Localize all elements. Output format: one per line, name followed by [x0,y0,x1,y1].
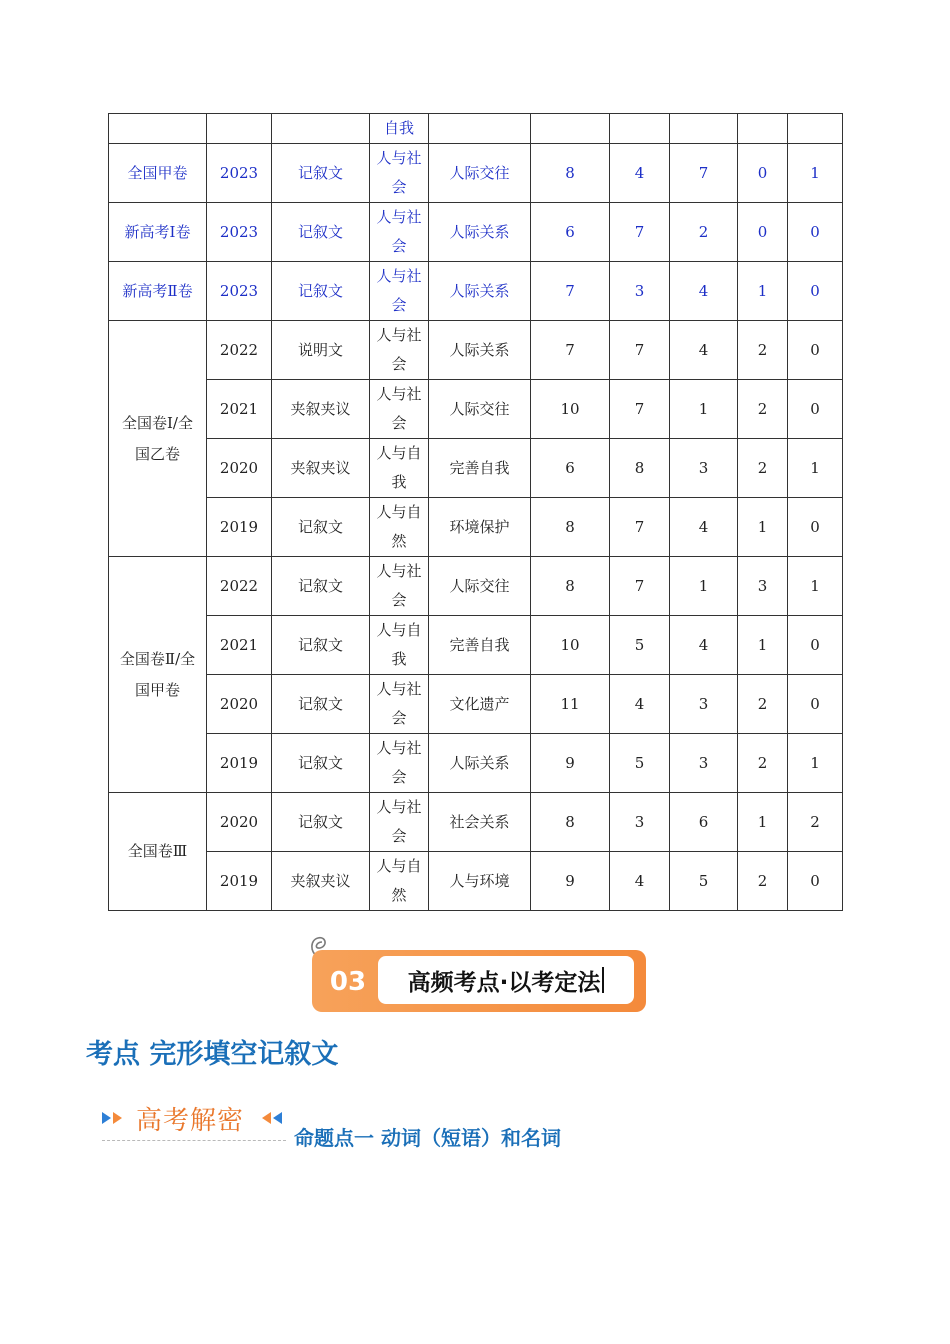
table-row [109,616,843,675]
cell-count: 8 [531,793,610,852]
cell-count: 4 [670,262,738,321]
cell-count: 0 [788,203,843,262]
double-arrow-left-icon [260,1110,286,1126]
cell-count: 2 [738,734,788,793]
table-row [109,734,843,793]
cell-count: 1 [788,439,843,498]
table-row-partial [109,114,843,144]
cell-genre: 夹叙夹议 [272,439,370,498]
cell-genre: 记叙文 [272,262,370,321]
cell-count: 5 [670,852,738,911]
cell-count: 2 [738,321,788,380]
double-arrow-right-icon [100,1110,126,1126]
cell-year: 2022 [207,321,272,380]
cell-count: 6 [531,439,610,498]
cell [272,114,370,144]
cell-count: 4 [610,852,670,911]
banner-number: 03 [329,967,367,997]
cell-count: 7 [610,203,670,262]
cell [610,114,670,144]
table-row [109,262,843,321]
cell-count: 7 [610,380,670,439]
cell-count: 11 [531,675,610,734]
cell-count: 0 [738,203,788,262]
table-row [109,557,843,616]
cell-genre: 记叙文 [272,203,370,262]
table-row [109,498,843,557]
table-row [109,675,843,734]
cell-count: 8 [531,557,610,616]
banner-frame [312,950,646,1012]
cell-year: 2020 [207,793,272,852]
banner-label: 高频考点·以考定法 [407,969,601,996]
cell-genre: 记叙文 [272,675,370,734]
cell-count: 0 [788,262,843,321]
cell-count: 2 [788,793,843,852]
cell-theme: 人与自我 [370,616,429,675]
cell-count: 3 [738,557,788,616]
secret-label: 高考解密 [136,1106,245,1136]
kaodian-title: 考点 完形填空记叙文 [86,1039,339,1070]
cell-genre: 说明文 [272,321,370,380]
cell-topic: 环境保护 [429,498,531,557]
secret-badge [100,1098,286,1144]
cell-count: 2 [670,203,738,262]
cell-count: 0 [788,616,843,675]
exam-analysis-table [108,113,843,911]
cell-count: 10 [531,380,610,439]
cell-theme: 人与社会 [370,557,429,616]
cell-count: 9 [531,852,610,911]
text-cursor [602,967,604,993]
cell-theme: 自我 [370,114,429,144]
cell-count: 0 [788,498,843,557]
cell-count: 0 [788,675,843,734]
cell-count: 3 [610,793,670,852]
cell-paper: 全国卷Ⅰ/全国乙卷 [109,321,207,557]
cell-genre: 记叙文 [272,734,370,793]
table-row [109,439,843,498]
cell-topic: 人际关系 [429,262,531,321]
cell-year: 2022 [207,557,272,616]
cell-count: 2 [738,439,788,498]
table-body [109,114,843,911]
cell-year: 2019 [207,498,272,557]
cell-year: 2023 [207,203,272,262]
cell [531,114,610,144]
cell-genre: 记叙文 [272,144,370,203]
cell-topic: 人际交往 [429,557,531,616]
cell-theme: 人与自我 [370,439,429,498]
cell-count: 7 [610,498,670,557]
cell-count: 2 [738,675,788,734]
cell-topic: 人际交往 [429,144,531,203]
cell-count: 7 [531,321,610,380]
cell-theme: 人与社会 [370,321,429,380]
cell-genre: 记叙文 [272,793,370,852]
cell [738,114,788,144]
cell-count: 5 [610,734,670,793]
cell-theme: 人与自然 [370,498,429,557]
table-row [109,852,843,911]
cell-count: 0 [788,852,843,911]
cell-genre: 夹叙夹议 [272,852,370,911]
mingti-title: 命题点一 动词（短语）和名词 [294,1126,561,1150]
cell-topic: 文化遗产 [429,675,531,734]
cell-year: 2020 [207,439,272,498]
cell-count: 7 [670,144,738,203]
cell-theme: 人与社会 [370,380,429,439]
cell-count: 5 [610,616,670,675]
table-row [109,380,843,439]
cell-topic: 社会关系 [429,793,531,852]
cell-topic: 完善自我 [429,616,531,675]
cell-topic: 人际关系 [429,734,531,793]
cell-count: 4 [610,144,670,203]
cell-topic: 人际关系 [429,203,531,262]
cell-topic: 人际关系 [429,321,531,380]
cell-count: 0 [788,380,843,439]
cell-year: 2023 [207,144,272,203]
cell-count: 6 [531,203,610,262]
cell-paper: 新高考Ⅰ卷 [109,203,207,262]
table-row [109,144,843,203]
cell-paper: 全国甲卷 [109,144,207,203]
cell-count: 1 [738,793,788,852]
cell [207,114,272,144]
banner-label-box [378,956,634,1004]
cell-genre: 记叙文 [272,498,370,557]
cell-count: 8 [610,439,670,498]
cell-topic: 完善自我 [429,439,531,498]
cell [429,114,531,144]
cell-paper: 全国卷Ⅱ/全国甲卷 [109,557,207,793]
cell-count: 1 [738,498,788,557]
cell-count: 1 [738,616,788,675]
cell-count: 2 [738,380,788,439]
table-row [109,793,843,852]
cell-count: 1 [788,734,843,793]
cell-genre: 记叙文 [272,616,370,675]
cell-count: 6 [670,793,738,852]
cell-theme: 人与社会 [370,793,429,852]
cell-count: 10 [531,616,610,675]
cell-count: 7 [610,557,670,616]
cell-theme: 人与社会 [370,144,429,203]
cell [788,114,843,144]
table-row [109,321,843,380]
cell-count: 2 [738,852,788,911]
cell-count: 7 [531,262,610,321]
cell-count: 4 [670,498,738,557]
cell [109,114,207,144]
cell-paper: 全国卷Ⅲ [109,793,207,911]
cell [670,114,738,144]
cell-count: 1 [670,557,738,616]
cell-genre: 夹叙夹议 [272,380,370,439]
cell-year: 2019 [207,852,272,911]
cell-topic: 人际交往 [429,380,531,439]
cell-topic: 人与环境 [429,852,531,911]
cell-count: 8 [531,144,610,203]
cell-year: 2019 [207,734,272,793]
cell-count: 1 [788,144,843,203]
cell-count: 3 [670,439,738,498]
cell-count: 0 [738,144,788,203]
cell-count: 3 [670,734,738,793]
cell-year: 2021 [207,380,272,439]
cell-genre: 记叙文 [272,557,370,616]
table-row [109,203,843,262]
dashed-underline [102,1140,286,1141]
cell-count: 3 [610,262,670,321]
cell-count: 1 [788,557,843,616]
cell-theme: 人与社会 [370,734,429,793]
cell-paper: 新高考Ⅱ卷 [109,262,207,321]
cell-count: 9 [531,734,610,793]
cell-year: 2023 [207,262,272,321]
cell-count: 0 [788,321,843,380]
cell-year: 2021 [207,616,272,675]
cell-count: 7 [610,321,670,380]
cell-count: 4 [610,675,670,734]
cell-count: 1 [670,380,738,439]
cell-theme: 人与社会 [370,203,429,262]
cell-count: 3 [670,675,738,734]
cell-year: 2020 [207,675,272,734]
cell-theme: 人与社会 [370,675,429,734]
section-banner [308,930,648,1014]
cell-theme: 人与社会 [370,262,429,321]
cell-count: 4 [670,321,738,380]
cell-theme: 人与自然 [370,852,429,911]
cell-count: 8 [531,498,610,557]
cell-count: 4 [670,616,738,675]
cell-count: 1 [738,262,788,321]
